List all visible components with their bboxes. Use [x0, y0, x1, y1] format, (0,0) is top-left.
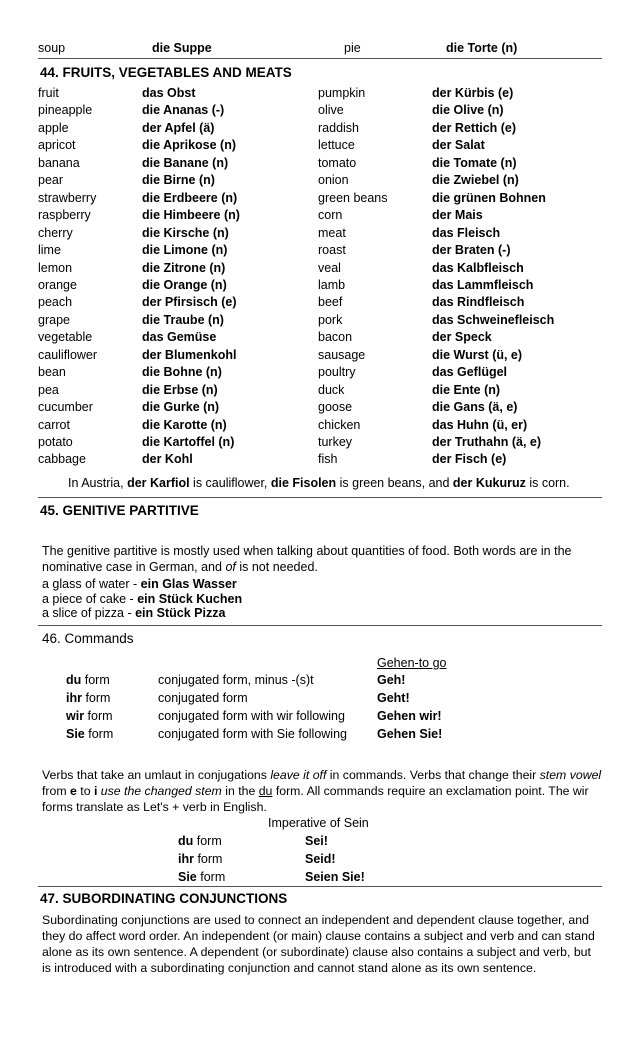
vocab-row — [0, 243, 638, 261]
vocab-german: der Pfirsisch (e) — [142, 295, 237, 310]
para-emphasis: leave it off — [270, 768, 327, 782]
top-vocab-row — [0, 41, 638, 59]
vocab-german: die Wurst (ü, e) — [432, 347, 523, 362]
vocab-english: duck — [318, 382, 345, 397]
vocab-english: poultry — [318, 365, 356, 380]
vocab-row — [0, 103, 638, 121]
vocab-english: pineapple — [38, 103, 93, 118]
para-text: in the — [221, 784, 259, 798]
vocab-german: die Torte (n) — [446, 41, 518, 55]
vocab-german: die Suppe — [152, 41, 212, 55]
vocab-german: die Olive (n) — [432, 103, 504, 118]
para-text: form. All commands require an exclamation point. The wir forms translate as Let's + verb in English. — [42, 784, 589, 814]
vocab-english: cucumber — [38, 400, 93, 415]
vocab-german: die Aprikose (n) — [142, 138, 236, 153]
section-46-title: 46. Commands — [42, 631, 134, 646]
divider — [38, 58, 602, 59]
vocab-english: bacon — [318, 330, 353, 345]
section-45-title: 45. GENITIVE PARTITIVE — [40, 503, 199, 518]
example-heading: Gehen-to go — [377, 656, 447, 670]
vocab-english: lettuce — [318, 138, 355, 153]
section-44-title: 44. FRUITS, VEGETABLES AND MEATS — [40, 65, 292, 80]
vocab-row — [0, 313, 638, 331]
vocab-row — [0, 226, 638, 244]
genitive-paragraph — [42, 543, 602, 575]
pronoun: du — [66, 673, 82, 687]
vocab-row — [0, 295, 638, 313]
example: Gehen Sie! — [377, 727, 443, 741]
sein-heading: Imperative of Sein — [268, 816, 369, 830]
vocab-german: das Fleisch — [432, 225, 501, 240]
form-word: form — [84, 727, 114, 741]
divider — [38, 886, 602, 887]
vocab-english: chicken — [318, 417, 361, 432]
pronoun: ihr — [178, 852, 194, 866]
vocab-english: orange — [38, 277, 77, 292]
vocab-german: die Bohne (n) — [142, 365, 222, 380]
example-line — [42, 606, 225, 620]
vocab-row — [0, 261, 638, 279]
para-text: in commands. Verbs that change their — [326, 768, 540, 782]
vocab-row — [0, 330, 638, 348]
vocab-row — [0, 138, 638, 156]
vocab-row — [0, 191, 638, 209]
vocab-german: die Karotte (n) — [142, 417, 227, 432]
vocab-row — [0, 418, 638, 436]
vocab-german: das Geflügel — [432, 365, 508, 380]
example: Geh! — [377, 673, 406, 687]
vocab-german: die Erbse (n) — [142, 382, 218, 397]
form-word: form — [81, 673, 110, 687]
para-text: to — [76, 784, 94, 798]
vocab-english: veal — [318, 260, 341, 275]
divider — [38, 625, 602, 626]
vocab-english: raddish — [318, 120, 359, 135]
rule: conjugated form with wir following — [158, 709, 345, 723]
vocab-german: das Gemüse — [142, 330, 217, 345]
form-word: form — [193, 852, 223, 866]
vocab-english: lamb — [318, 277, 346, 292]
vocab-english: fish — [318, 452, 338, 467]
note-term: die Fisolen — [270, 476, 337, 490]
vocab-english: strawberry — [38, 190, 97, 205]
vocab-german: die Zitrone (n) — [142, 260, 226, 275]
vocab-english: vegetable — [38, 330, 93, 345]
form-word: form — [84, 709, 113, 723]
command-row — [0, 691, 638, 709]
subordinating-paragraph: Subordinating conjunctions are used to connect an independent and dependent clause together, and they do affect word order. An independent (or main) clause contains a subject and verb and can stand alone as its own sentence. A dependent (or subordinate) clause also contains a subject and verb, but is introduced with a subordinating conjunction and cannot stand alone as its own sentence. — [42, 913, 595, 975]
pronoun-form — [178, 834, 222, 848]
vocab-german: die Ente (n) — [432, 382, 501, 397]
vocab-german: der Braten (-) — [432, 243, 511, 258]
vocab-english: pie — [344, 41, 361, 55]
para-text: is not needed. — [235, 560, 318, 574]
vocab-german: die Orange (n) — [142, 277, 227, 292]
pronoun: ihr — [66, 691, 82, 705]
para-text: Verbs that take an umlaut in conjugations — [42, 768, 271, 782]
rule: conjugated form — [158, 691, 248, 705]
vocab-english: sausage — [318, 347, 366, 362]
vocab-german: die Erdbeere (n) — [142, 190, 238, 205]
vocab-row — [0, 452, 638, 470]
para-text: from — [42, 784, 71, 798]
vocab-english: fruit — [38, 86, 59, 100]
vocab-german: der Rettich (e) — [432, 120, 517, 135]
vocab-german: die Kartoffel (n) — [142, 435, 235, 449]
vocab-english: pea — [38, 382, 59, 397]
vocab-english: banana — [38, 155, 80, 170]
vocab-german: das Obst — [142, 86, 196, 100]
vocab-german: die Birne (n) — [142, 173, 215, 188]
example-en: a piece of cake - — [42, 592, 138, 606]
vocab-german: der Apfel (ä) — [142, 120, 215, 135]
example-de: ein Stück Pizza — [135, 606, 226, 620]
vocab-german: die Ananas (-) — [142, 103, 225, 118]
vocab-german: die Limone (n) — [142, 243, 228, 258]
command-row — [0, 727, 638, 745]
para-emphasis: stem vowel — [539, 768, 602, 782]
command-row — [0, 673, 638, 691]
example-line — [42, 592, 242, 606]
vocab-english: lime — [38, 243, 61, 258]
vocab-german: die Tomate (n) — [432, 155, 517, 170]
austria-note — [68, 476, 570, 490]
vocab-english: tomato — [318, 155, 357, 170]
vocab-german: der Blumenkohl — [142, 347, 237, 362]
vocab-german: der Fisch (e) — [432, 452, 507, 467]
vocab-row — [0, 278, 638, 296]
vocab-english: onion — [318, 173, 349, 188]
vocab-german: die Gurke (n) — [142, 400, 220, 415]
note-text: In Austria, — [68, 476, 128, 490]
vocab-german: der Mais — [432, 208, 483, 223]
note-term: der Karfiol — [127, 476, 190, 490]
vocab-english: potato — [38, 435, 73, 449]
pronoun-form — [66, 673, 110, 687]
vocab-english: meat — [318, 225, 346, 240]
divider — [38, 497, 602, 498]
vocab-german: die Traube (n) — [142, 312, 224, 327]
vocab-english: peach — [38, 295, 73, 310]
pronoun-form — [178, 852, 222, 866]
section-47-title: 47. SUBORDINATING CONJUNCTIONS — [40, 891, 288, 906]
vocab-german: der Speck — [432, 330, 492, 345]
pronoun: Sie — [178, 870, 197, 884]
vocab-row — [0, 173, 638, 191]
vocab-english: roast — [318, 243, 346, 258]
para-text: The genitive partitive is mostly used when talking about quantities of food. Both words are in the nominative case in German, and — [42, 544, 572, 574]
para-bold: e — [70, 784, 77, 798]
vocab-english: apricot — [38, 138, 76, 153]
vocab-german: das Kalbfleisch — [432, 260, 524, 275]
vocab-english: grape — [38, 312, 70, 327]
vocab-english: cabbage — [38, 452, 86, 467]
vocab-german: die Zwiebel (n) — [432, 173, 519, 188]
pronoun: wir — [66, 709, 85, 723]
vocab-english: corn — [318, 208, 343, 223]
note-text: is green beans, and — [336, 476, 453, 490]
vocab-german: der Kürbis (e) — [432, 86, 514, 100]
vocab-german: das Schweinefleisch — [432, 312, 555, 327]
form-word: form — [81, 691, 111, 705]
vocab-german: der Salat — [432, 138, 485, 153]
vocab-english: beef — [318, 295, 343, 310]
vocab-row — [0, 365, 638, 383]
example-de: ein Stück Kuchen — [137, 592, 243, 606]
example-line — [42, 577, 237, 591]
para-emphasis: of — [225, 560, 236, 574]
vocab-german: der Kohl — [142, 452, 193, 467]
note-text: is cauliflower, — [189, 476, 271, 490]
vocab-english: goose — [318, 400, 353, 415]
command-row — [0, 709, 638, 727]
vocab-row — [0, 208, 638, 226]
vocab-english: cauliflower — [38, 347, 98, 362]
pronoun: du — [178, 834, 194, 848]
vocab-german: die Banane (n) — [142, 155, 229, 170]
rule: conjugated form with Sie following — [158, 727, 347, 741]
example-de: ein Glas Wasser — [140, 577, 237, 591]
vocab-german: die grünen Bohnen — [432, 190, 546, 205]
vocab-german: die Gans (ä, e) — [432, 400, 518, 415]
vocab-row — [0, 400, 638, 418]
pronoun-form — [66, 709, 113, 723]
vocab-row — [0, 348, 638, 366]
rule: conjugated form, minus -(s)t — [158, 673, 314, 687]
note-term: der Kukuruz — [452, 476, 526, 490]
vocab-english: apple — [38, 120, 69, 135]
vocab-german: das Rindfleisch — [432, 295, 525, 310]
sein-row — [0, 834, 638, 852]
pronoun: Sie — [66, 727, 85, 741]
vocab-german: die Kirsche (n) — [142, 225, 229, 240]
vocab-english: pumpkin — [318, 86, 366, 100]
vocab-row — [0, 121, 638, 139]
vocab-english: carrot — [38, 417, 70, 432]
para-emphasis: use the changed stem — [100, 784, 222, 798]
example: Sei! — [305, 834, 328, 848]
form-word: form — [193, 834, 222, 848]
vocab-english: cherry — [38, 225, 73, 240]
vocab-english: olive — [318, 103, 344, 118]
pronoun-form — [66, 691, 110, 705]
form-word: form — [196, 870, 226, 884]
vocab-english: pork — [318, 312, 343, 327]
para-underline: du — [258, 784, 273, 798]
note-text: is corn. — [525, 476, 570, 490]
vocab-english: green beans — [318, 190, 388, 205]
pronoun-form — [66, 727, 113, 741]
vocab-english: turkey — [318, 435, 353, 449]
vocab-english: bean — [38, 365, 66, 380]
vocab-english: raspberry — [38, 208, 91, 223]
vocab-english: lemon — [38, 260, 73, 275]
example-en: a glass of water - — [42, 577, 141, 591]
vocab-german: das Huhn (ü, er) — [432, 417, 528, 432]
vocab-row — [0, 86, 638, 104]
sein-row — [0, 852, 638, 870]
vocab-row — [0, 383, 638, 401]
example: Gehen wir! — [377, 709, 442, 723]
example: Seien Sie! — [305, 870, 365, 884]
vocab-row — [0, 435, 638, 453]
example-en: a slice of pizza - — [42, 606, 136, 620]
pronoun-form — [178, 870, 225, 884]
commands-paragraph — [42, 767, 602, 815]
example: Seid! — [305, 852, 336, 866]
vocab-english: pear — [38, 173, 64, 188]
para-bold: i — [93, 784, 98, 798]
vocab-row — [0, 156, 638, 174]
vocab-german: der Truthahn (ä, e) — [432, 435, 542, 449]
vocab-german: die Himbeere (n) — [142, 208, 240, 223]
vocab-german: das Lammfleisch — [432, 277, 534, 292]
example: Geht! — [377, 691, 410, 705]
vocab-english: soup — [38, 41, 66, 55]
